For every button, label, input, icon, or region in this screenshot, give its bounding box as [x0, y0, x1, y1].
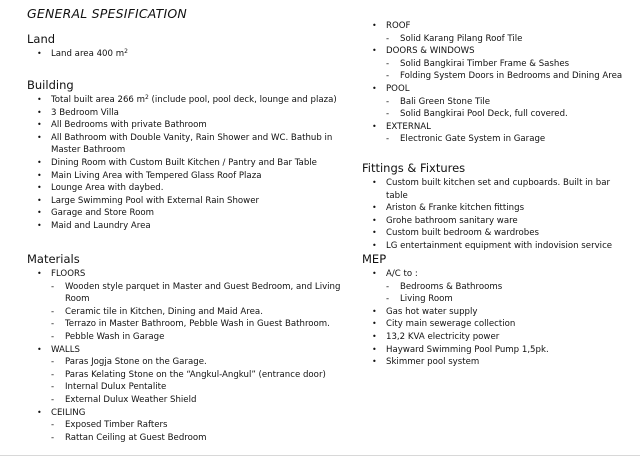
materials-sub-item: - Paras Jogja Stone on the Garage.: [27, 356, 347, 369]
building-list: [27, 94, 347, 233]
building-item: • All Bathroom with Double Vanity, Rain Shower and WC. Bathub in Master Bathroom: [27, 132, 347, 157]
land-area-unit-sup: 2: [124, 48, 128, 55]
fittings-item: • Custom built bedroom & wardrobes: [362, 227, 632, 240]
mep-list: [362, 268, 632, 369]
building-title: Building: [27, 78, 74, 92]
land-title: Land: [27, 32, 56, 46]
materials-sub-item: - Rattan Ceiling at Guest Bedroom: [27, 432, 347, 445]
mep-ac-sub-item: - Living Room: [362, 293, 632, 306]
materials-group-external: • EXTERNAL: [362, 121, 632, 134]
materials-sub-item: - Bali Green Stone Tile: [362, 96, 632, 109]
fittings-item: • Grohe bathroom sanitary ware: [362, 215, 632, 228]
page-title: GENERAL SPESIFICATION: [27, 6, 187, 21]
building-item: • All Bedrooms with private Bathroom: [27, 119, 347, 132]
materials-sub-item: - Exposed Timber Rafters: [27, 419, 347, 432]
materials-group-walls: • WALLS: [27, 344, 347, 357]
fittings-item: • Ariston & Franke kitchen fittings: [362, 202, 632, 215]
materials-sub-item: - Electronic Gate System in Garage: [362, 133, 632, 146]
fittings-item: • LG entertainment equipment with indovision service: [362, 240, 632, 253]
materials-sub-item: - Ceramic tile in Kitchen, Dining and Maid Area.: [27, 306, 347, 319]
materials-group-roof: • ROOF: [362, 20, 632, 33]
building-item: • Garage and Store Room: [27, 207, 347, 220]
materials-sub-item: - External Dulux Weather Shield: [27, 394, 347, 407]
materials-sub-item: - Solid Bangkirai Timber Frame & Sashes: [362, 58, 632, 71]
land-section: [27, 32, 347, 61]
materials-group-floors: • FLOORS: [27, 268, 347, 281]
materials-group-ceiling: • CEILING: [27, 407, 347, 420]
building-item: • Large Swimming Pool with External Rain Shower: [27, 195, 347, 208]
materials-sub-item: - Pebble Wash in Garage: [27, 331, 347, 344]
materials-sub-item: - Wooden style parquet in Master and Guest Bedroom, and Living Room: [27, 281, 347, 306]
building-item: • Maid and Laundry Area: [27, 220, 347, 233]
built-area-unit-sup: 2: [144, 94, 149, 101]
building-item: • 3 Bedroom Villa: [27, 107, 347, 120]
materials-sub-item: - Internal Dulux Pentalite: [27, 381, 347, 394]
building-item: • Lounge Area with daybed.: [27, 182, 347, 195]
fittings-item: • Custom built kitchen set and cupboards. Built in bar table: [362, 177, 632, 202]
building-section: [27, 78, 347, 233]
land-area-item: [27, 48, 347, 61]
bottom-divider: [0, 455, 640, 456]
built-area-item: [27, 94, 347, 107]
mep-item: • 13,2 KVA electricity power: [362, 331, 632, 344]
materials-continued-section: [362, 20, 632, 146]
mep-ac-sub-item: - Bedrooms & Bathrooms: [362, 281, 632, 294]
built-area-detail: (include pool, pool deck, lounge and plaza): [148, 95, 337, 105]
fittings-title: Fittings & Fixtures: [362, 161, 466, 175]
materials-title: Materials: [27, 252, 80, 266]
mep-item: • City main sewerage collection: [362, 318, 632, 331]
building-item: • Dining Room with Custom Built Kitchen / Pantry and Bar Table: [27, 157, 347, 170]
materials-section: [27, 252, 347, 444]
mep-title: MEP: [362, 252, 387, 266]
land-area-text: Land area 400 m: [51, 49, 125, 59]
fittings-section: [362, 161, 632, 253]
building-item: • Main Living Area with Tempered Glass Roof Plaza: [27, 170, 347, 183]
materials-list: [27, 268, 347, 444]
mep-item: • Gas hot water supply: [362, 306, 632, 319]
materials-sub-item: - Paras Kelating Stone on the “Angkul-Angkul” (entrance door): [27, 369, 347, 382]
materials-sub-item: - Folding System Doors in Bedrooms and Dining Area: [362, 70, 632, 83]
materials-group-doors-windows: • DOORS & WINDOWS: [362, 45, 632, 58]
materials-continued-list: [362, 20, 632, 146]
materials-sub-item: - Terrazo in Master Bathroom, Pebble Wash in Guest Bathroom.: [27, 318, 347, 331]
mep-item: • Skimmer pool system: [362, 356, 632, 369]
mep-section: [362, 252, 632, 369]
materials-sub-item: - Solid Bangkirai Pool Deck, full covered.: [362, 108, 632, 121]
mep-ac-item: • A/C to :: [362, 268, 632, 281]
materials-sub-item: - Solid Karang Pilang Roof Tile: [362, 33, 632, 46]
mep-item: • Hayward Swimming Pool Pump 1,5pk.: [362, 344, 632, 357]
materials-group-pool: • POOL: [362, 83, 632, 96]
fittings-list: [362, 177, 632, 253]
land-list: [27, 48, 347, 61]
built-area-text: Total built area 266 m: [51, 95, 145, 105]
